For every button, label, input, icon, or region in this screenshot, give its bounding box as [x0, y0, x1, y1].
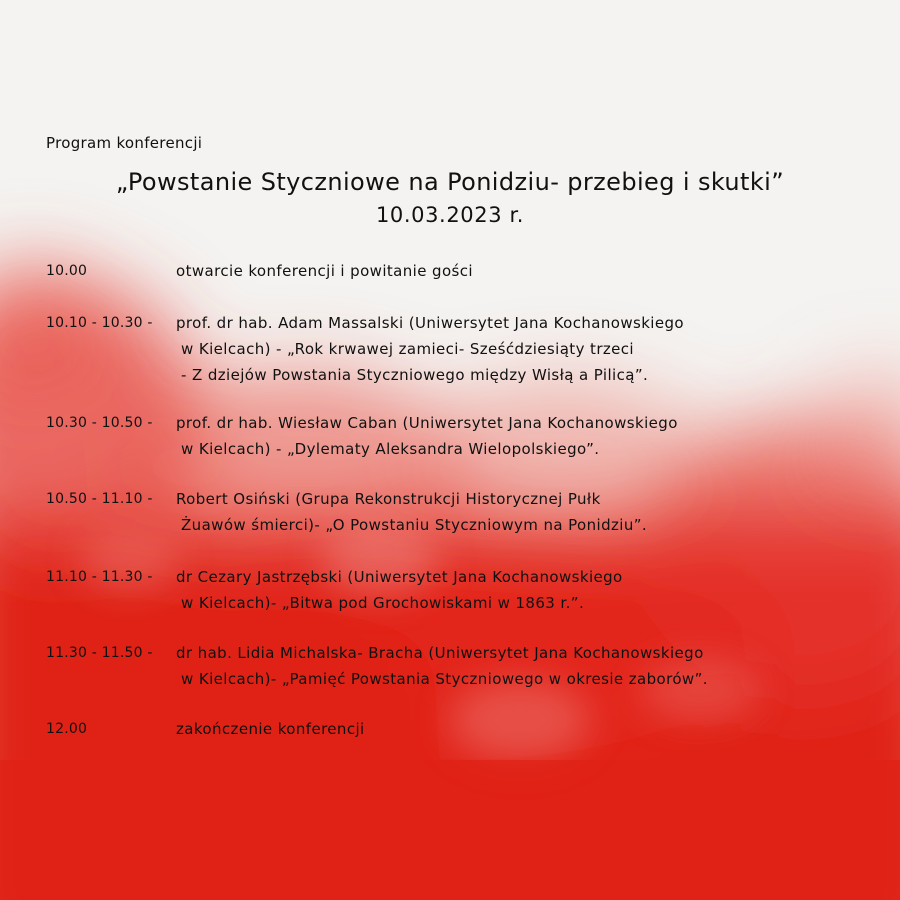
schedule-line: Żuawów śmierci)- „O Powstaniu Styczniowym na Ponidziu”. [181, 516, 648, 534]
schedule-time: 10.30 - 10.50 - [46, 415, 153, 431]
conference-date: 10.03.2023 r. [375, 203, 525, 227]
program-label: Program konferencji [46, 134, 203, 152]
schedule-line: dr Cezary Jastrzębski (Uniwersytet Jana Kochanowskiego [176, 568, 623, 586]
schedule-description [176, 486, 856, 538]
schedule-time: 10.00 [46, 263, 88, 279]
schedule-line: w Kielcach)- „Pamięć Powstania Styczniowego w okresie zaborów”. [181, 670, 708, 688]
schedule-description [176, 716, 856, 742]
schedule-line: zakończenie konferencji [176, 720, 365, 738]
schedule-line: w Kielcach) - „Rok krwawej zamieci- Sześćdziesiąty trzeci [181, 340, 635, 358]
schedule-description [176, 410, 856, 462]
schedule-line: prof. dr hab. Wiesław Caban (Uniwersytet Jana Kochanowskiego [176, 414, 678, 432]
schedule-line: w Kielcach) - „Dylematy Aleksandra Wielopolskiego”. [181, 440, 600, 458]
schedule-line: w Kielcach)- „Bitwa pod Grochowiskami w 1863 r.”. [181, 594, 585, 612]
schedule-line: - Z dziejów Powstania Styczniowego między Wisłą a Pilicą”. [181, 366, 649, 384]
schedule-line: dr hab. Lidia Michalska- Bracha (Uniwersytet Jana Kochanowskiego [176, 644, 704, 662]
conference-title: „Powstanie Styczniowe na Ponidziu- przebieg i skutki” [115, 168, 785, 196]
schedule-time: 11.30 - 11.50 - [46, 645, 153, 661]
schedule-time: 10.10 - 10.30 - [46, 315, 153, 331]
schedule-description [176, 310, 856, 388]
schedule-description [176, 258, 856, 284]
schedule-time: 10.50 - 11.10 - [46, 491, 153, 507]
schedule-description [176, 564, 856, 616]
schedule-description [176, 640, 856, 692]
schedule-time: 12.00 [46, 721, 88, 737]
schedule-time: 11.10 - 11.30 - [46, 569, 153, 585]
schedule-line: otwarcie konferencji i powitanie gości [176, 262, 473, 280]
schedule-line: Robert Osiński (Grupa Rekonstrukcji Historycznej Pułk [176, 490, 601, 508]
schedule-line: prof. dr hab. Adam Massalski (Uniwersytet Jana Kochanowskiego [176, 314, 684, 332]
